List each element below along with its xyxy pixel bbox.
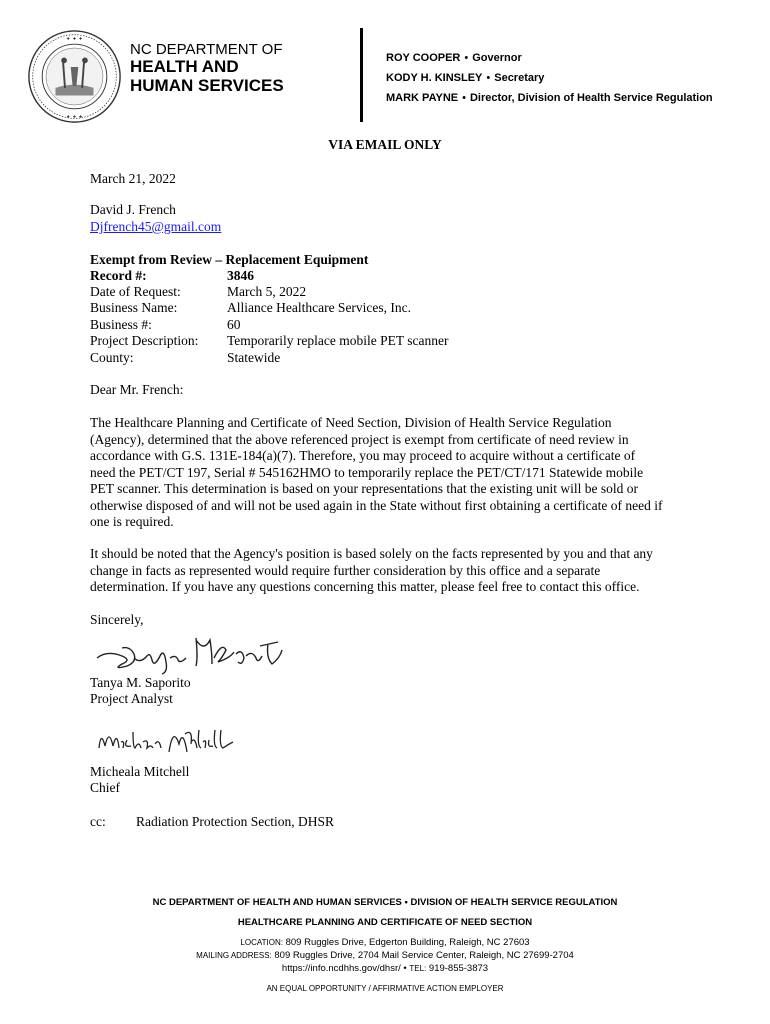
field-value: March 5, 2022 [227,284,307,299]
paragraph-line: otherwise disposed of and will not be used again in the State without first obtaining a certificate of need if [90,497,663,513]
department-name-line3: HUMAN SERVICES [130,76,284,95]
footer-location-value: 809 Ruggles Drive, Edgerton Building, Raleigh, NC 27603 [285,937,530,948]
state-seal-logo [27,29,122,124]
paragraph-line: determination. If you have any questions concerning this matter, please feel free to contact this office. [90,579,640,594]
cc-value: Radiation Protection Section, DHSR [136,814,334,829]
field-label: Date of Request: [90,284,181,299]
official-name: ROY COOPER [386,52,461,64]
salutation: Dear Mr. French: [90,382,184,397]
delivery-method: VIA EMAIL ONLY [328,137,442,152]
cc-label: cc: [90,814,106,829]
paragraph-line: one is required. [90,514,174,529]
department-name-line2: HEALTH AND [130,57,239,76]
bullet-icon: • [403,963,407,974]
official-secretary [386,72,544,84]
paragraph-line: accordance with G.S. 131E-184(a)(7). Therefore, you may proceed to acquire without a certificate of [90,448,636,463]
field-label: Business Name: [90,300,178,315]
field-label: Project Description: [90,333,199,348]
official-director [386,92,713,104]
paragraph-line: need the PET/CT 197, Serial # 545162HMO to temporarily replace the PET/CT/171 Statewide mobile [90,464,644,480]
paragraph-line: It should be noted that the Agency's position is based solely on the facts represented by you and that any [90,546,653,561]
paragraph-line: PET scanner. This determination is based on your representations that the existing unit will be sold or [90,481,639,496]
official-name: KODY H. KINSLEY [386,72,483,84]
signer2-title: Chief [90,780,120,795]
closing: Sincerely, [90,612,144,627]
footer-mailing-value: 809 Ruggles Drive, 2704 Mail Service Center, Raleigh, NC 27699-2704 [274,950,574,961]
paragraph-line: The Healthcare Planning and Certificate of Need Section, Division of Health Service Regulation [90,415,612,430]
signer1-title: Project Analyst [90,691,173,706]
footer-website: https://info.ncdhhs.gov/dhsr/ [281,963,401,974]
field-value: Alliance Healthcare Services, Inc. [227,300,412,315]
paragraph-line: (Agency), determined that the above referenced project is exempt from certificate of need review in [90,431,629,447]
signature-saporito [92,628,292,676]
bullet-icon: • [464,52,469,64]
signer1-name: Tanya M. Saporito [90,675,191,690]
footer-tel-label: TEL: [409,964,427,973]
official-title: Secretary [494,72,545,84]
field-label: County: [90,350,134,365]
field-value: 3846 [227,268,254,283]
recipient-email-link[interactable]: Djfrench45@gmail.com [90,219,222,234]
official-name: MARK PAYNE [386,92,459,104]
field-label: Business #: [90,317,152,332]
footer-contact [0,963,770,974]
bullet-icon: • [462,92,466,104]
signer2-name: Micheala Mitchell [90,764,190,779]
footer-mailing [0,950,770,961]
letter-date: March 21, 2022 [90,171,176,186]
recipient-name: David J. French [90,202,176,217]
svg-text:✦ ✦ ✦: ✦ ✦ ✦ [65,36,84,43]
footer-location [0,937,770,948]
department-name-line1: NC DEPARTMENT OF [130,41,283,58]
paragraph-line: change in facts as represented would require further consideration by this office and a separate [90,562,601,578]
official-governor [386,52,522,64]
svg-text:✦ ✦ ✦: ✦ ✦ ✦ [65,114,84,121]
body-paragraph-2 [90,546,690,596]
footer-mailing-label: MAILING ADDRESS: [196,951,272,960]
bullet-icon: • [486,72,491,84]
footer-location-label: LOCATION: [240,938,283,947]
official-title: Governor [472,52,522,64]
footer-department: NC DEPARTMENT OF HEALTH AND HUMAN SERVICES • DIVISION OF HEALTH SERVICE REGULATION [152,897,618,908]
subject-title: Exempt from Review – Replacement Equipment [90,252,369,267]
body-paragraph-1 [90,415,690,531]
footer-eeo: AN EQUAL OPPORTUNITY / AFFIRMATIVE ACTION EMPLOYER [266,984,504,993]
field-label: Record #: [90,268,147,283]
footer-section: HEALTHCARE PLANNING AND CERTIFICATE OF NEED SECTION [237,917,533,928]
field-value: 60 [227,317,241,332]
field-value: Statewide [227,350,281,365]
field-value: Temporarily replace mobile PET scanner [227,333,449,348]
signature-mitchell [95,718,240,762]
footer-tel-value: 919-855-3873 [428,963,489,974]
official-title: Director, Division of Health Service Regulation [469,92,713,104]
letterhead-divider [360,28,363,122]
